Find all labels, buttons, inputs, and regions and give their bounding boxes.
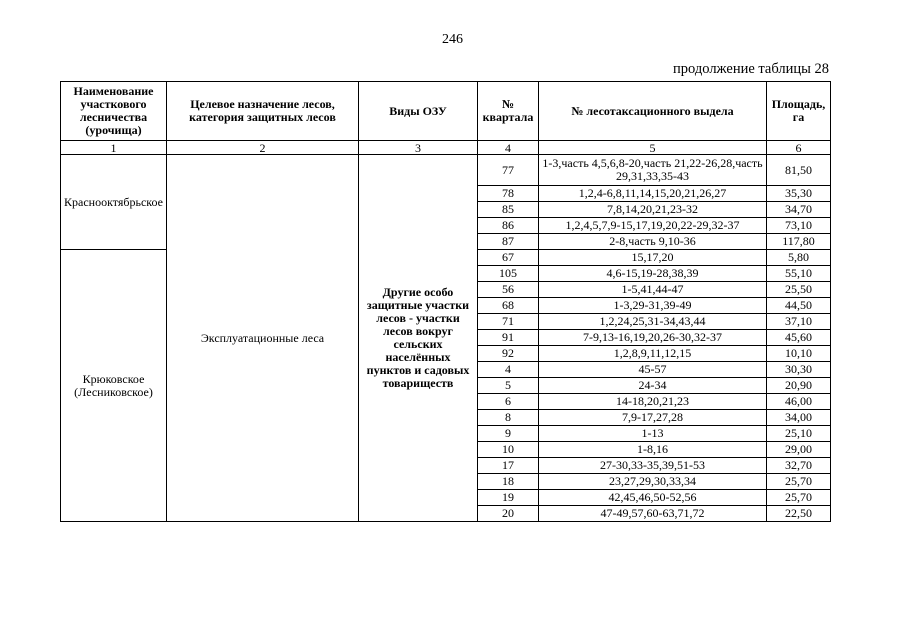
allotment-cell: 1,2,24,25,31-34,43,44 (539, 314, 767, 330)
allotment-cell: 7,8,14,20,21,23-32 (539, 202, 767, 218)
column-number: 6 (767, 141, 831, 155)
area-cell: 25,70 (767, 474, 831, 490)
quarter-cell: 105 (478, 266, 539, 282)
allotment-cell: 45-57 (539, 362, 767, 378)
allotment-cell: 42,45,46,50-52,56 (539, 490, 767, 506)
quarter-cell: 77 (478, 155, 539, 186)
allotment-cell: 23,27,29,30,33,34 (539, 474, 767, 490)
quarter-cell: 56 (478, 282, 539, 298)
quarter-cell: 19 (478, 490, 539, 506)
area-cell: 46,00 (767, 394, 831, 410)
area-cell: 5,80 (767, 250, 831, 266)
allotment-cell: 1-3,часть 4,5,6,8-20,часть 21,22-26,28,часть 29,31,33,35-43 (539, 155, 767, 186)
quarter-cell: 87 (478, 234, 539, 250)
area-cell: 25,70 (767, 490, 831, 506)
allotment-cell: 1-3,29-31,39-49 (539, 298, 767, 314)
allotment-cell: 14-18,20,21,23 (539, 394, 767, 410)
quarter-cell: 4 (478, 362, 539, 378)
allotment-cell: 2-8,часть 9,10-36 (539, 234, 767, 250)
header-purpose: Целевое назначение лесов, категория защитных лесов (167, 82, 359, 141)
allotment-cell: 47-49,57,60-63,71,72 (539, 506, 767, 522)
table-header-row (61, 82, 831, 141)
area-cell: 10,10 (767, 346, 831, 362)
header-ozu-type: Виды ОЗУ (359, 82, 478, 141)
quarter-cell: 68 (478, 298, 539, 314)
quarter-cell: 91 (478, 330, 539, 346)
allotment-cell: 27-30,33-35,39,51-53 (539, 458, 767, 474)
quarter-cell: 20 (478, 506, 539, 522)
header-quarter: № квартала (478, 82, 539, 141)
area-cell: 34,00 (767, 410, 831, 426)
area-cell: 20,90 (767, 378, 831, 394)
forest-purpose: Эксплуатационные леса (167, 155, 359, 522)
area-cell: 37,10 (767, 314, 831, 330)
column-number-row (61, 141, 831, 155)
area-cell: 73,10 (767, 218, 831, 234)
allotment-cell: 1-13 (539, 426, 767, 442)
column-number: 3 (359, 141, 478, 155)
area-cell: 117,80 (767, 234, 831, 250)
district-name: Крюковское (Лесниковское) (61, 250, 167, 522)
quarter-cell: 71 (478, 314, 539, 330)
area-cell: 30,30 (767, 362, 831, 378)
allotment-cell: 1,2,4,5,7,9-15,17,19,20,22-29,32-37 (539, 218, 767, 234)
quarter-cell: 6 (478, 394, 539, 410)
area-cell: 45,60 (767, 330, 831, 346)
quarter-cell: 92 (478, 346, 539, 362)
area-cell: 81,50 (767, 155, 831, 186)
area-cell: 22,50 (767, 506, 831, 522)
allotment-cell: 15,17,20 (539, 250, 767, 266)
area-cell: 32,70 (767, 458, 831, 474)
allotment-cell: 1,2,8,9,11,12,15 (539, 346, 767, 362)
header-allotments: № лесотаксационного выдела (539, 82, 767, 141)
quarter-cell: 10 (478, 442, 539, 458)
header-area: Площадь, га (767, 82, 831, 141)
table-row (61, 155, 831, 186)
quarter-cell: 67 (478, 250, 539, 266)
ozu-type: Другие особо защитные участки лесов - участки лесов вокруг сельских населённых пунктов и садовых товариществ (359, 155, 478, 522)
table-continuation-label: продолжение таблицы 28 (673, 61, 829, 77)
quarter-cell: 9 (478, 426, 539, 442)
allotment-cell: 1-8,16 (539, 442, 767, 458)
quarter-cell: 86 (478, 218, 539, 234)
quarter-cell: 78 (478, 186, 539, 202)
district-name: Краснооктябрьское (61, 155, 167, 250)
header-district: Наименование участкового лесничества (урочища) (61, 82, 167, 141)
quarter-cell: 17 (478, 458, 539, 474)
quarter-cell: 18 (478, 474, 539, 490)
area-cell: 35,30 (767, 186, 831, 202)
area-cell: 29,00 (767, 442, 831, 458)
allotment-cell: 1,2,4-6,8,11,14,15,20,21,26,27 (539, 186, 767, 202)
column-number: 1 (61, 141, 167, 155)
quarter-cell: 5 (478, 378, 539, 394)
quarter-cell: 8 (478, 410, 539, 426)
allotment-cell: 4,6-15,19-28,38,39 (539, 266, 767, 282)
allotment-cell: 7,9-17,27,28 (539, 410, 767, 426)
area-cell: 44,50 (767, 298, 831, 314)
area-cell: 25,10 (767, 426, 831, 442)
quarter-cell: 85 (478, 202, 539, 218)
allotment-cell: 7-9,13-16,19,20,26-30,32-37 (539, 330, 767, 346)
column-number: 4 (478, 141, 539, 155)
forest-table (60, 81, 831, 522)
column-number: 2 (167, 141, 359, 155)
area-cell: 34,70 (767, 202, 831, 218)
area-cell: 25,50 (767, 282, 831, 298)
allotment-cell: 1-5,41,44-47 (539, 282, 767, 298)
page-number: 246 (442, 32, 463, 47)
column-number: 5 (539, 141, 767, 155)
allotment-cell: 24-34 (539, 378, 767, 394)
area-cell: 55,10 (767, 266, 831, 282)
